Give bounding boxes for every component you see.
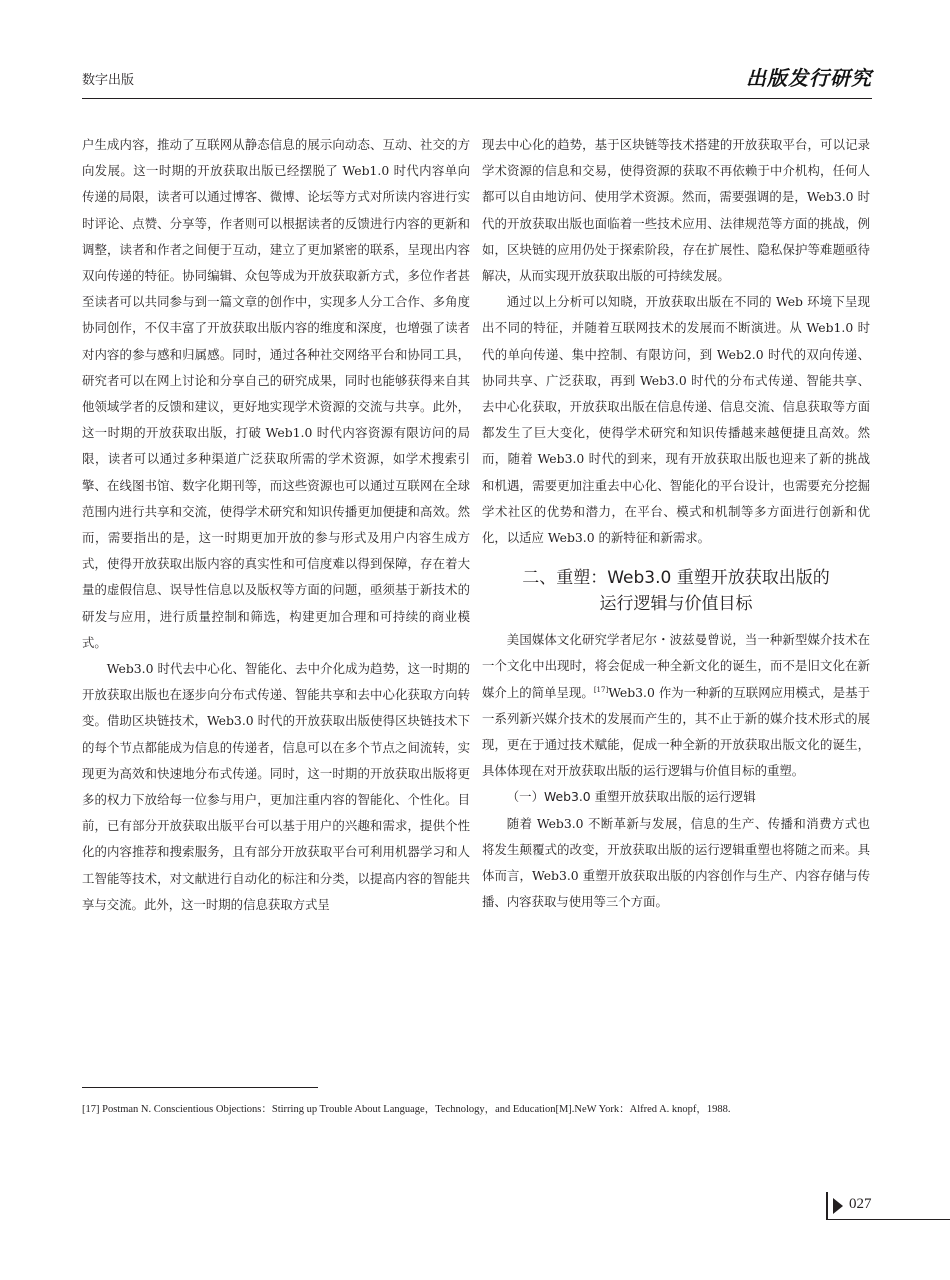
running-section-title: 数字出版 [82,73,135,88]
header-divider [82,98,872,99]
page-number: 027 [849,1196,872,1212]
page-bar-marker [826,1192,828,1220]
section-heading-line-2: 运行逻辑与价值目标 [599,594,753,615]
left-column [82,132,470,918]
citation-ref[interactable]: [17] [593,685,609,694]
section-heading [482,565,870,617]
triangle-arrow-icon [833,1198,843,1214]
subsection-heading: （一）Web3.0 重塑开放获取出版的运行逻辑 [506,789,756,805]
section-heading-line-1: 二、重塑：Web3.0 重塑开放获取出版的 [522,568,830,589]
footnote: [17] Postman N. Conscientious Objections：Stirring up Trouble About Language，Technology，and Education[M].NeW York：Alfred A. knopf，1988. [82,1104,731,1115]
right-paragraph-4: 随着 Web3.0 不断革新与发展，信息的生产、传播和消费方式也将发生颠覆式的改变，开放获取出版的运行逻辑重塑也将随之而来。具体而言，Web3.0 重塑开放获取出版的内容创作与生产、内容存储与传播、内容获取与使用等三个方面。 [482,815,870,910]
right-column [482,132,870,915]
left-paragraph-2: Web3.0 时代去中心化、智能化、去中介化成为趋势，这一时期的开放获取出版也在逐步向分布式传递、智能共享和去中心化获取方向转变。借助区块链技术，Web3.0 时代的开放获取出版使得区块链技术下的每个节点都能成为信息的传递者，信息可以在多个节点之间流转，实现更为高效和快速地分布式传递。同时，这一时期的开放获取出版将更多的权力下放给每一位参与用户，更加注重内容的智能化、个性化。目前，已有部分开放获取出版平台可以基于用户的兴趣和需求，提供个性化的内容推荐和搜索服务，且有部分开放获取平台可利用机器学习和人工智能等技术，对文献进行自动化的标注和分类，以提高内容的智能共享与交流。此外，这一时期的信息获取方式呈 [82,661,470,912]
page-underline [826,1219,950,1220]
paragraph-3-text: 美国媒体文化研究学者尼尔・波兹曼曾说，当一种新型媒介技术在一个文化中出现时，将会促成一种全新文化的诞生，而不是旧文化在新媒介上的简单呈现。 [482,632,870,700]
footnote-divider [82,1087,318,1088]
right-paragraph-2: 通过以上分析可以知晓，开放获取出版在不同的 Web 环境下呈现出不同的特征，并随着互联网技术的发展而不断演进。从 Web1.0 时代的单向传递、集中控制、有限访问，到 Web2.0 时代的双向传递、协同共享、广泛获取，再到 Web3.0 时代的分布式传递、智能共享、去中心化获取，开放获取出版在信息传递、信息交流、信息获取等方面都发生了巨大变化，使得学术研究和知识传播越来越便捷且高效。然而，随着 Web3.0 时代的到来，现有开放获取出版也迎来了新的挑战和机遇，需要更加注重去中心化、智能化的平台设计，也需要充分挖掘学术社区的优势和潜力，在平台、模式和机制等多方面进行创新和优化，以适应 Web3.0 的新特征和新需求。 [482,294,870,546]
journal-logo: 出版发行研究 [746,66,872,90]
left-paragraph-1: 户生成内容，推动了互联网从静态信息的展示向动态、互动、社交的方向发展。这一时期的开放获取出版已经摆脱了 Web1.0 时代内容单向传递的局限，读者可以通过博客、微博、论坛等方式对所读内容进行实时评论、点赞、分享等，作者则可以根据读者的反馈进行内容的更新和调整，读者和作者之间便于互动，建立了更加紧密的联系，呈现出内容双向传递的特征。协同编辑、众包等成为开放获取新方式，多位作者甚至读者可以共同参与到一篇文章的创作中，实现多人分工合作、多角度协同创作，不仅丰富了开放获取出版内容的维度和深度，也增强了读者对内容的参与感和归属感。同时，通过各种社交网络平台和协同工具，研究者可以在网上讨论和分享自己的研究成果，同时也能够获得来自其他领域学者的反馈和建议，更好地实现学术资源的交流与共享。此外，这一时期的开放获取出版，打破 Web1.0 时代内容资源有限访问的局限，读者可以通过多种渠道广泛获取所需的学术资源，如学术搜索引擎、在线图书馆、数字化期刊等，而这些资源也可以通过互联网在全球范围内进行共享和交流，使得学术研究和知识传播更加便捷和高效。然而，需要指出的是，这一时期更加开放的参与形式及用户内容生成方式，使得开放获取出版内容的真实性和可信度难以得到保障，存在着大量的虚假信息、误导性信息以及版权等方面的问题，亟须基于新技术的研发与应用，进行质量控制和筛选，构建更加合理和可持续的商业模式。 [82,137,470,650]
right-paragraph-3 [482,627,870,784]
page-number-box [826,1192,950,1220]
paragraph-3-continued: Web3.0 作为一种新的互联网应用模式，是基于一系列新兴媒介技术的发展而产生的，其不止于新的媒介技术形式的展现，更在于通过技术赋能，促成一种全新的开放获取出版文化的诞生，具体体现在对开放获取出版的运行逻辑与价值目标的重塑。 [482,684,871,779]
right-paragraph-1: 现去中心化的趋势，基于区块链等技术搭建的开放获取平台，可以记录学术资源的信息和交易，使得资源的获取不再依赖于中介机构，任何人都可以自由地访问、使用学术资源。然而，需要强调的是，Web3.0 时代的开放获取出版也面临着一些技术应用、法律规范等方面的挑战，例如，区块链的应用仍处于探索阶段，存在扩展性、隐私保护等难题亟待解决，从而实现开放获取出版的可持续发展。 [482,137,870,284]
